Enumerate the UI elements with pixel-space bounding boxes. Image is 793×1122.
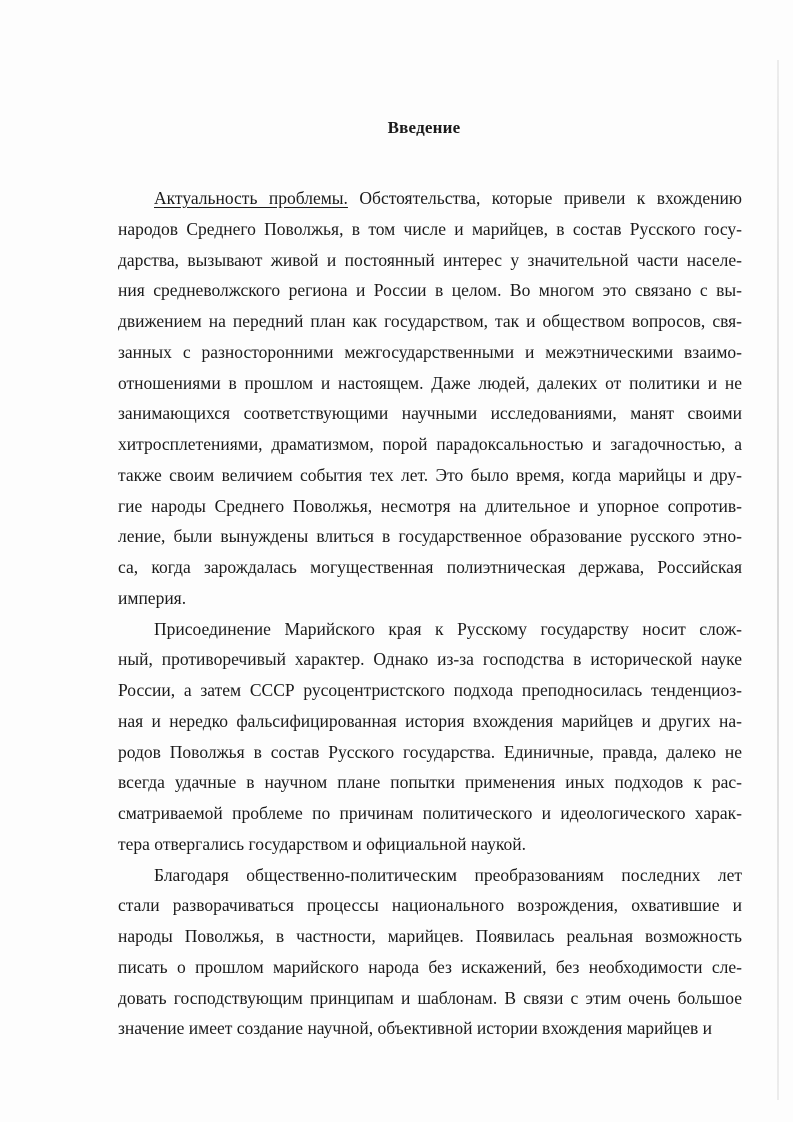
text-line: ный, противоречивый характер. Однако из-за господства в исторической науке — [118, 649, 742, 670]
text-line: также своим величием события тех лет. Это было время, когда марийцы и дру- — [118, 464, 742, 485]
text-line: ление, были вынуждены влиться в государственное образование русского этно- — [118, 526, 742, 547]
text-line: дарства, вызывают живой и постоянный интерес у значительной части населе- — [118, 249, 742, 270]
text-line: ния средневолжского региона и России в целом. Во многом это связано с вы- — [118, 280, 742, 301]
page-title: Введение — [387, 118, 461, 137]
text-line: хитросплетениями, драматизмом, порой парадоксальностью и загадочностью, а — [118, 434, 742, 454]
document-body — [118, 183, 742, 1044]
text-line: ная и нередко фальсифицированная история вхождения марийцев и других на- — [118, 710, 742, 731]
text-line: Присоединение Марийского края к Русскому государству носит слож- — [154, 618, 742, 639]
text-line: Благодаря общественно-политическим преобразованиям последних лет — [154, 864, 742, 885]
text-line: родов Поволжья в состав Русского государства. Единичные, правда, далеко не — [118, 741, 742, 762]
text-line: народы Поволжья, в частности, марийцев. Появилась реальная возможность — [118, 926, 742, 946]
text-line: занных с разносторонними межгосударственными и межэтническими взаимо- — [118, 341, 742, 362]
text-line: гие народы Среднего Поволжья, несмотря на длительное и упорное сопротив- — [118, 495, 742, 516]
text-line: сматриваемой проблеме по причинам политического и идеологического харак- — [118, 803, 742, 823]
page-edge-shadow — [777, 60, 779, 1100]
text-line: империя. — [118, 587, 187, 608]
text-line: писать о прошлом марийского народа без искажений, без необходимости сле- — [118, 956, 742, 977]
text-line: всегда удачные в научном плане попытки применения иных подходов к рас- — [118, 772, 742, 793]
text-line: са, когда зарождалась могущественная полиэтническая держава, Российская — [118, 557, 742, 577]
text-line: отношениями в прошлом и настоящем. Даже людей, далеких от политики и не — [118, 372, 742, 393]
text-line: занимающихся соответствующими научными исследованиями, манят своими — [118, 403, 742, 424]
text-line: значение имеет создание научной, объективной истории вхождения марийцев и — [118, 1018, 712, 1039]
text-line: народов Среднего Поволжья, в том числе и марийцев, в состав Русского госу- — [118, 218, 742, 239]
text-line: России, а затем СССР русоцентристского подхода преподносилась тенденциоз- — [118, 680, 742, 700]
text-line — [118, 183, 742, 214]
section-lead-underlined: Актуальность проблемы. — [154, 188, 348, 208]
text-line: тера отвергались государством и официальной наукой. — [118, 833, 526, 854]
text-line: движением на передний план как государством, так и обществом вопросов, свя- — [118, 311, 742, 331]
text-line-content: Обстоятельства, которые привели к вхождению — [347, 188, 742, 208]
text-line: довать господствующим принципам и шаблонам. В связи с этим очень большое — [118, 987, 742, 1008]
text-line: стали разворачиваться процессы национального возрождения, охватившие и — [118, 895, 742, 916]
